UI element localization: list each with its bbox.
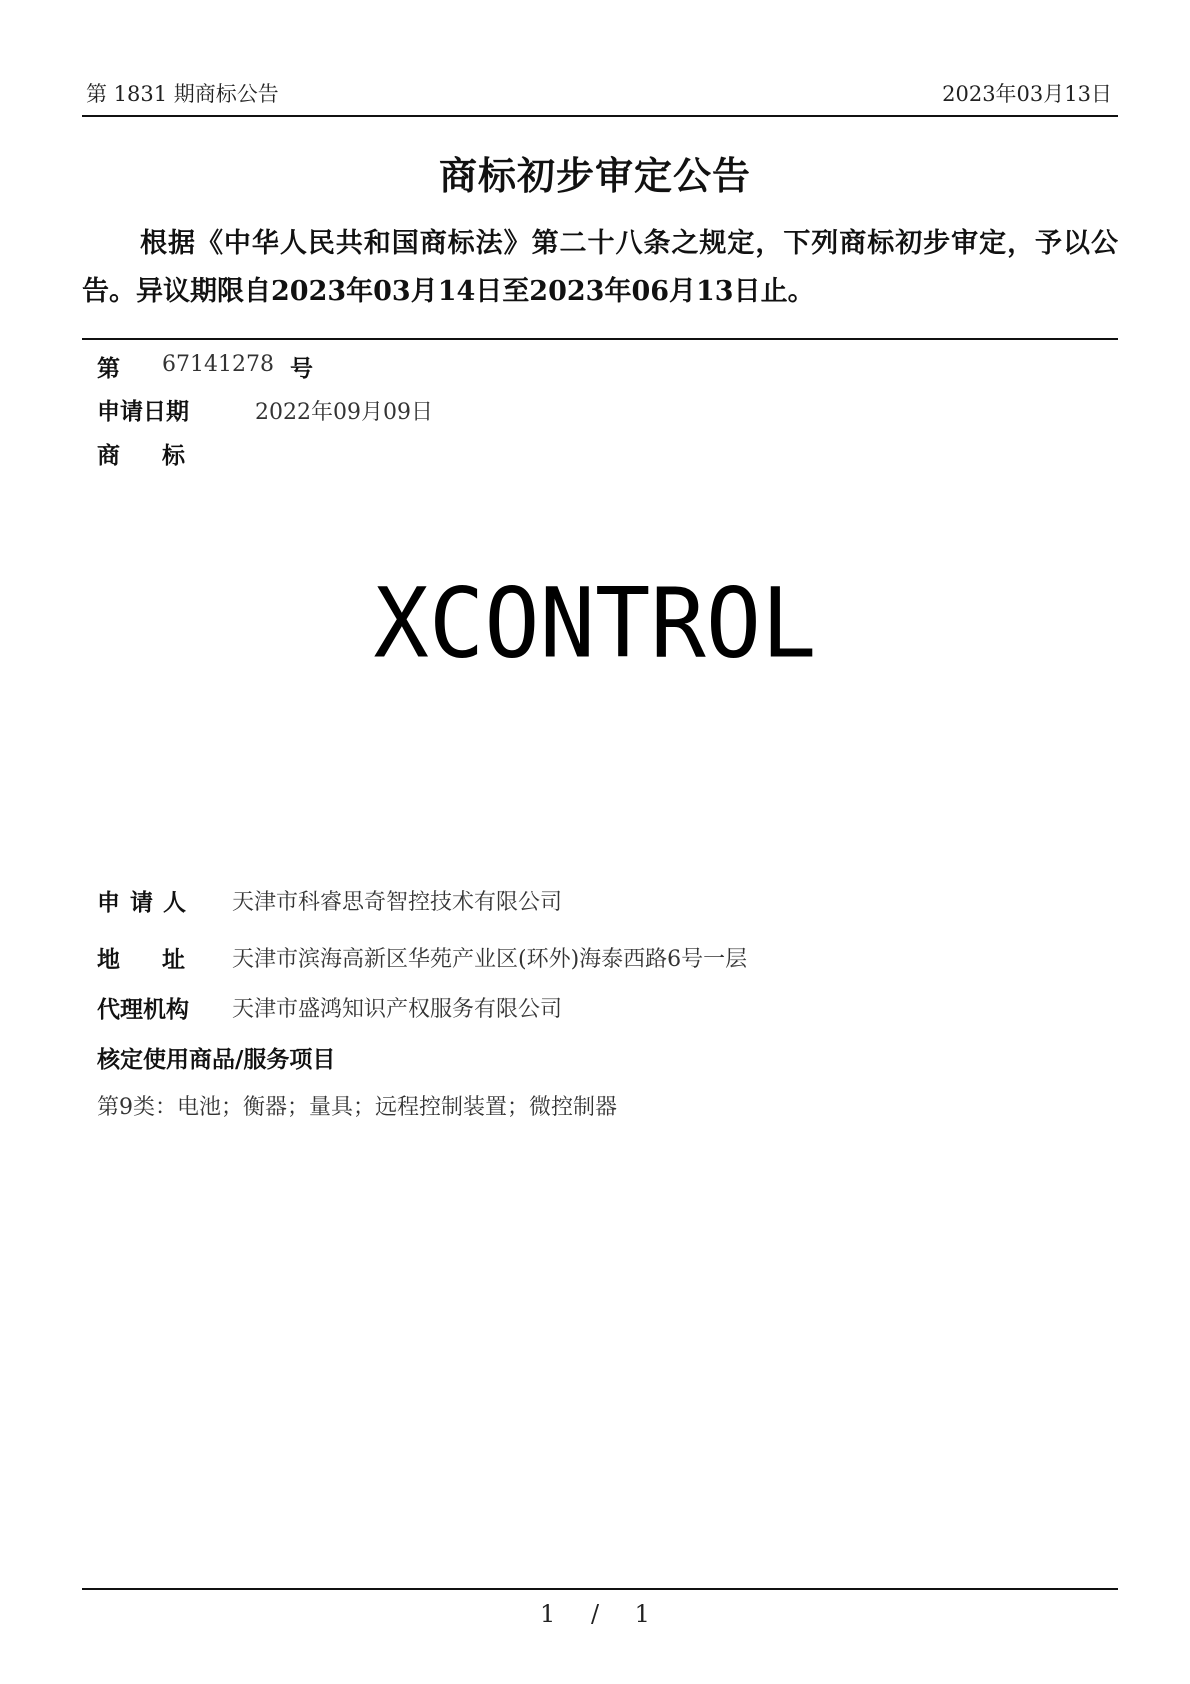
address-label: 地址	[97, 946, 227, 973]
goods-services-label: 核定使用商品/服务项目	[97, 1046, 336, 1073]
registration-number: 67141278	[162, 352, 274, 377]
registration-label-prefix: 第	[97, 355, 120, 382]
agency-label: 代理机构	[97, 996, 189, 1023]
application-date-value: 2022年09月09日	[255, 400, 433, 425]
header-divider	[82, 115, 1118, 117]
section-divider	[82, 338, 1118, 340]
registration-label-suffix: 号	[290, 355, 313, 382]
goods-services-value: 第9类：电池；衡器；量具；远程控制装置；微控制器	[97, 1095, 617, 1120]
page-number: 1 / 1	[540, 1600, 650, 1628]
applicant-label: 申请人	[97, 889, 196, 916]
application-date-label: 申请日期	[97, 398, 189, 425]
issue-number: 第 1831 期商标公告	[86, 82, 279, 106]
issue-date: 2023年03月13日	[942, 82, 1112, 106]
trademark-label: 商标	[97, 442, 227, 469]
footer-divider	[82, 1588, 1118, 1590]
page-title: 商标初步审定公告	[438, 153, 751, 198]
applicant-value: 天津市科睿思奇智控技术有限公司	[232, 890, 563, 915]
agency-value: 天津市盛鸿知识产权服务有限公司	[232, 997, 563, 1022]
trademark-image: XCONTROL	[373, 567, 817, 680]
address-value: 天津市滨海高新区华苑产业区(环外)海泰西路6号一层	[232, 947, 748, 972]
announcement-intro: 根据《中华人民共和国商标法》第二十八条之规定，下列商标初步审定，予以公告。异议期限自2023年03月14日至2023年06月13日止。	[82, 228, 1118, 307]
